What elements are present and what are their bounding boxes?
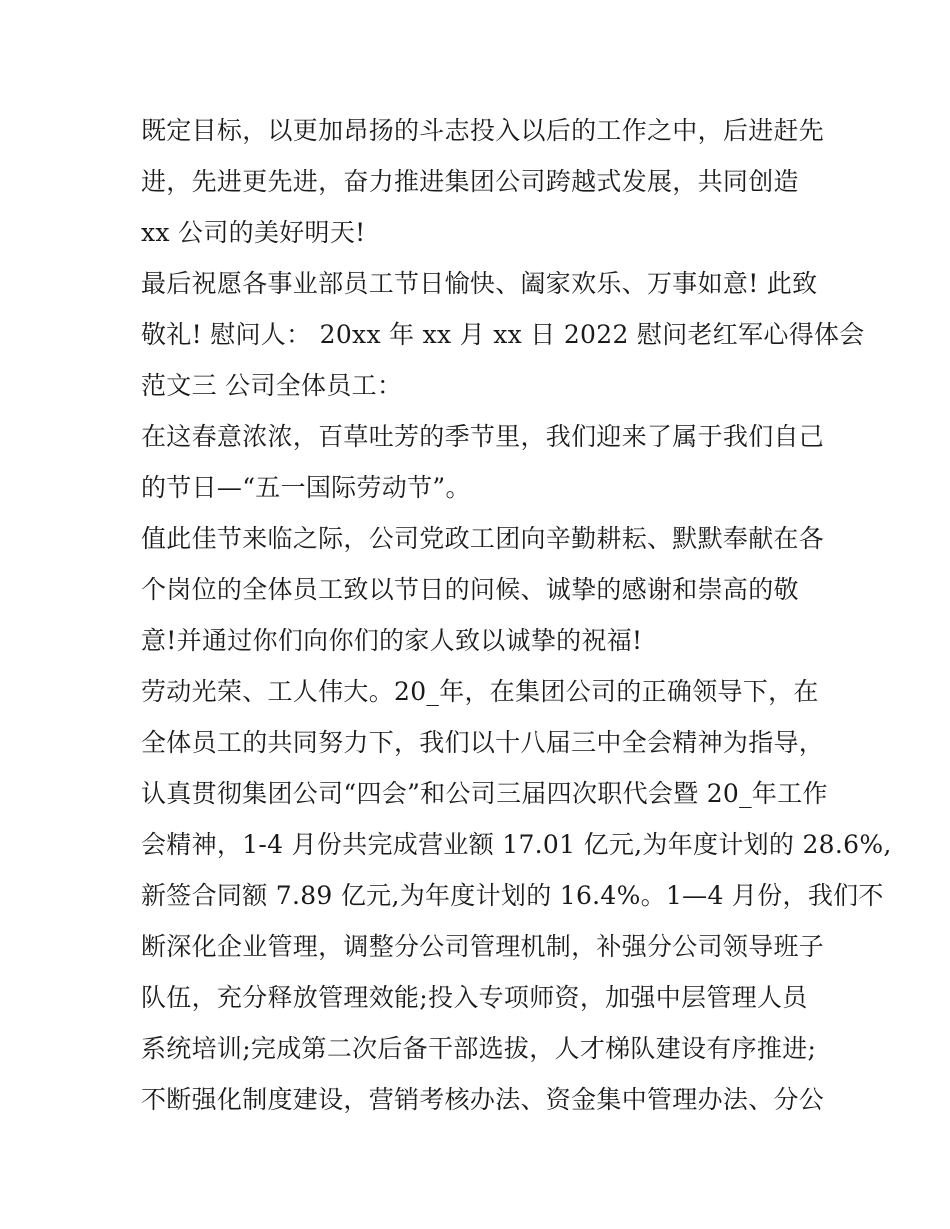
text-line: 会精神，1-4 月份共完成营业额 17.01 亿元,为年度计划的 28.6%, [141,830,892,859]
text-line: 进，先进更先进，奋力推进集团公司跨越式发展，共同创造 [141,167,799,196]
text-line: xx 公司的美好明天! [141,218,366,247]
text-line: 认真贯彻集团公司“四会”和公司三届四次职代会暨 20_年工作 [141,779,828,808]
document-body [141,105,892,1125]
text-line: 最后祝愿各事业部员工节日愉快、阖家欢乐、万事如意! 此致 [141,269,818,298]
text-line: 队伍，充分释放管理效能;投入专项师资，加强中层管理人员 [141,983,808,1012]
text-line: 劳动光荣、工人伟大。20_年，在集团公司的正确领导下，在 [141,677,819,706]
text-line: 意!并通过你们向你们的家人致以诚挚的祝福! [141,626,643,655]
text-line: 值此佳节来临之际，公司党政工团向辛勤耕耘、默默奉献在各 [141,524,825,553]
text-line: 不断强化制度建设，营销考核办法、资金集中管理办法、分公 [141,1085,825,1114]
text-line: 敬礼! 慰问人： 20xx 年 xx 月 xx 日 2022 慰问老红军心得体会 [141,320,865,349]
text-line: 个岗位的全体员工致以节日的问候、诚挚的感谢和崇高的敬 [141,575,799,604]
text-line: 系统培训;完成第二次后备干部选拔，人才梯队建设有序推进; [141,1034,817,1063]
text-line: 的节日—“五一国际劳动节”。 [141,473,471,502]
text-line: 既定目标，以更加昂扬的斗志投入以后的工作之中，后进赶先 [141,116,825,145]
text-line: 断深化企业管理，调整分公司管理机制，补强分公司领导班子 [141,932,825,961]
text-line: 新签合同额 7.89 亿元,为年度计划的 16.4%。1—4 月份，我们不 [141,881,884,910]
text-line: 范文三 公司全体员工： [141,371,403,400]
text-line: 全体员工的共同努力下，我们以十八届三中全会精神为指导， [141,728,825,757]
text-line: 在这春意浓浓，百草吐芳的季节里，我们迎来了属于我们自己 [141,422,825,451]
